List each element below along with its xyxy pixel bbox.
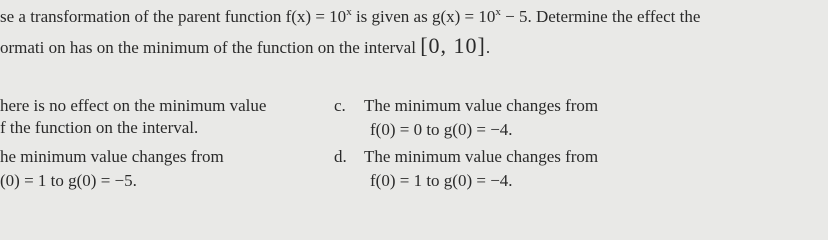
question-text-2a: ormati on has on the minimum of the function on the interval [0, 38, 421, 57]
question-text-1a: se a transformation of the parent function [0, 7, 286, 26]
option-b-line-1: he minimum value changes from [0, 147, 224, 166]
question-text-1c: . Determine the effect the [527, 7, 701, 26]
question-text-2b: . [485, 38, 491, 57]
option-c-letter: c. [334, 96, 346, 115]
option-c-line-1 [334, 96, 598, 116]
question-line-2 [0, 33, 491, 58]
option-d-text: The minimum value changes from [364, 147, 599, 166]
option-a-line-1: here is no effect on the minimum value [0, 96, 267, 115]
option-d-letter: d. [334, 147, 347, 166]
option-d-line-2: f(0) = 1 to g(0) = −4. [370, 171, 513, 190]
question-text-1b: is given as [351, 7, 432, 26]
option-d-line-1 [334, 147, 598, 167]
option-a-line-2: f the function on the interval. [0, 118, 199, 137]
option-b-line-2: (0) = 1 to g(0) = −5. [0, 171, 137, 190]
parent-function: $f(x) = 10^x$ [285, 6, 352, 26]
transformed-function: $g(x) = 10^x - 5$ [431, 6, 528, 26]
option-c-text: The minimum value changes from [364, 96, 599, 115]
interval: [0, 10] [420, 33, 486, 58]
question-line-1 [0, 7, 700, 27]
option-c-line-2: f(0) = 0 to g(0) = −4. [370, 120, 513, 139]
